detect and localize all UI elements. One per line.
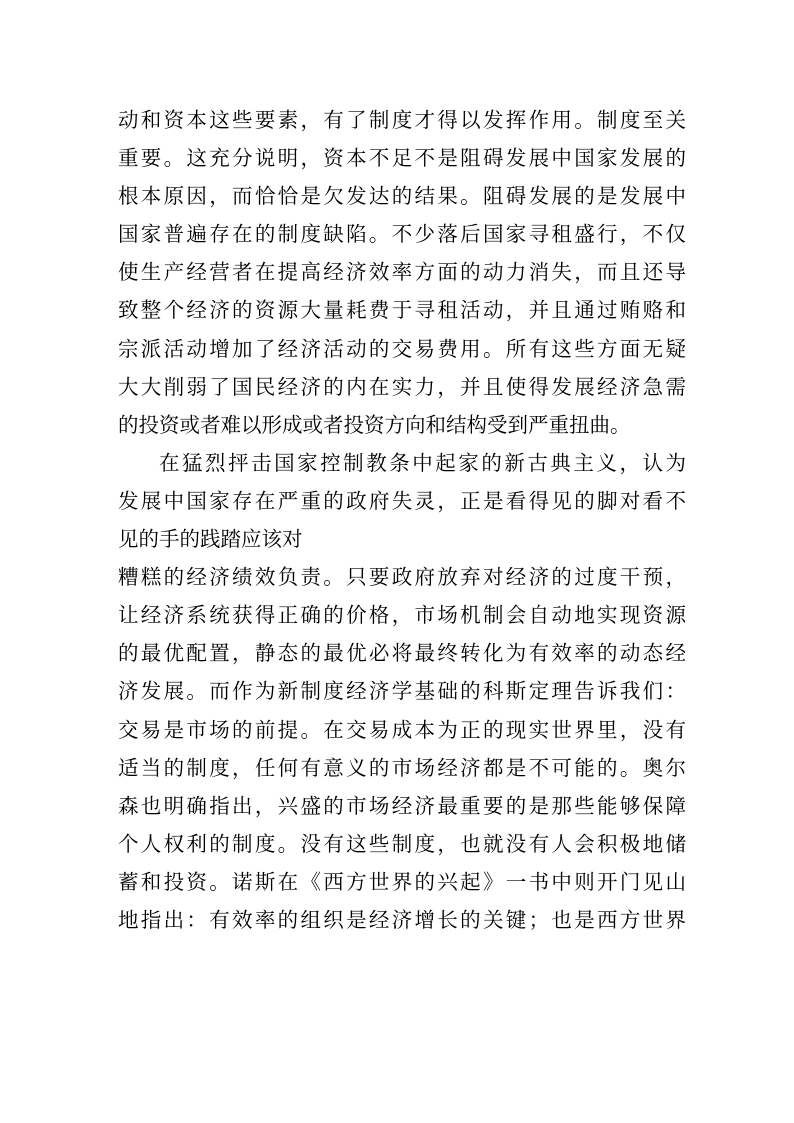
- text-line: 适当的制度，任何有意义的市场经济都是不可能的。奥尔: [118, 755, 686, 780]
- text-line: 致整个经济的资源大量耗费于寻租活动，并且通过贿赂和: [118, 298, 686, 323]
- text-line: 宗派活动增加了经济活动的交易费用。所有这些方面无疑: [118, 336, 686, 361]
- text-line: 森也明确指出，兴盛的市场经济最重要的是那些能够保障: [118, 793, 686, 818]
- paragraph-end-line: 的投资或者难以形成或者投资方向和结构受到严重扭曲。: [118, 412, 631, 437]
- text-line: 蓄和投资。诺斯在《西方世界的兴起》一书中则开门见山: [118, 869, 686, 894]
- text-line: 地指出：有效率的组织是经济增长的关键；也是西方世界: [118, 907, 686, 932]
- text-line: 交易是市场的前提。在交易成本为正的现实世界里，没有: [118, 717, 686, 742]
- text-line: 动和资本这些要素，有了制度才得以发挥作用。制度至关: [118, 108, 686, 132]
- text-line: 的最优配置，静态的最优必将最终转化为有效率的动态经: [118, 641, 686, 666]
- text-line: 大大削弱了国民经济的内在实力，并且使得发展经济急需: [118, 374, 686, 399]
- short-line: 见的手的践踏应该对: [118, 527, 303, 552]
- body-text: [118, 101, 686, 939]
- text-line: 使生产经营者在提高经济效率方面的动力消失，而且还导: [118, 260, 686, 285]
- text-line: 国家普遍存在的制度缺陷。不少落后国家寻租盛行，不仅: [118, 222, 686, 247]
- text-line: 发展中国家存在严重的政府失灵，正是看得见的脚对看不: [118, 488, 686, 513]
- text-line: 重要。这充分说明，资本不足不是阻碍发展中国家发展的: [118, 146, 686, 171]
- text-line: 个人权利的制度。没有这些制度，也就没有人会积极地储: [118, 831, 686, 856]
- text-line: 济发展。而作为新制度经济学基础的科斯定理告诉我们：: [118, 679, 686, 704]
- text-line: 让经济系统获得正确的价格，市场机制会自动地实现资源: [118, 603, 686, 628]
- text-line: 糟糕的经济绩效负责。只要政府放弃对经济的过度干预，: [118, 565, 686, 590]
- text-line: 根本原因，而恰恰是欠发达的结果。阻碍发展的是发展中: [118, 184, 686, 209]
- paragraph-start-line: 在猛烈抨击国家控制教条中起家的新古典主义，认为: [159, 450, 686, 475]
